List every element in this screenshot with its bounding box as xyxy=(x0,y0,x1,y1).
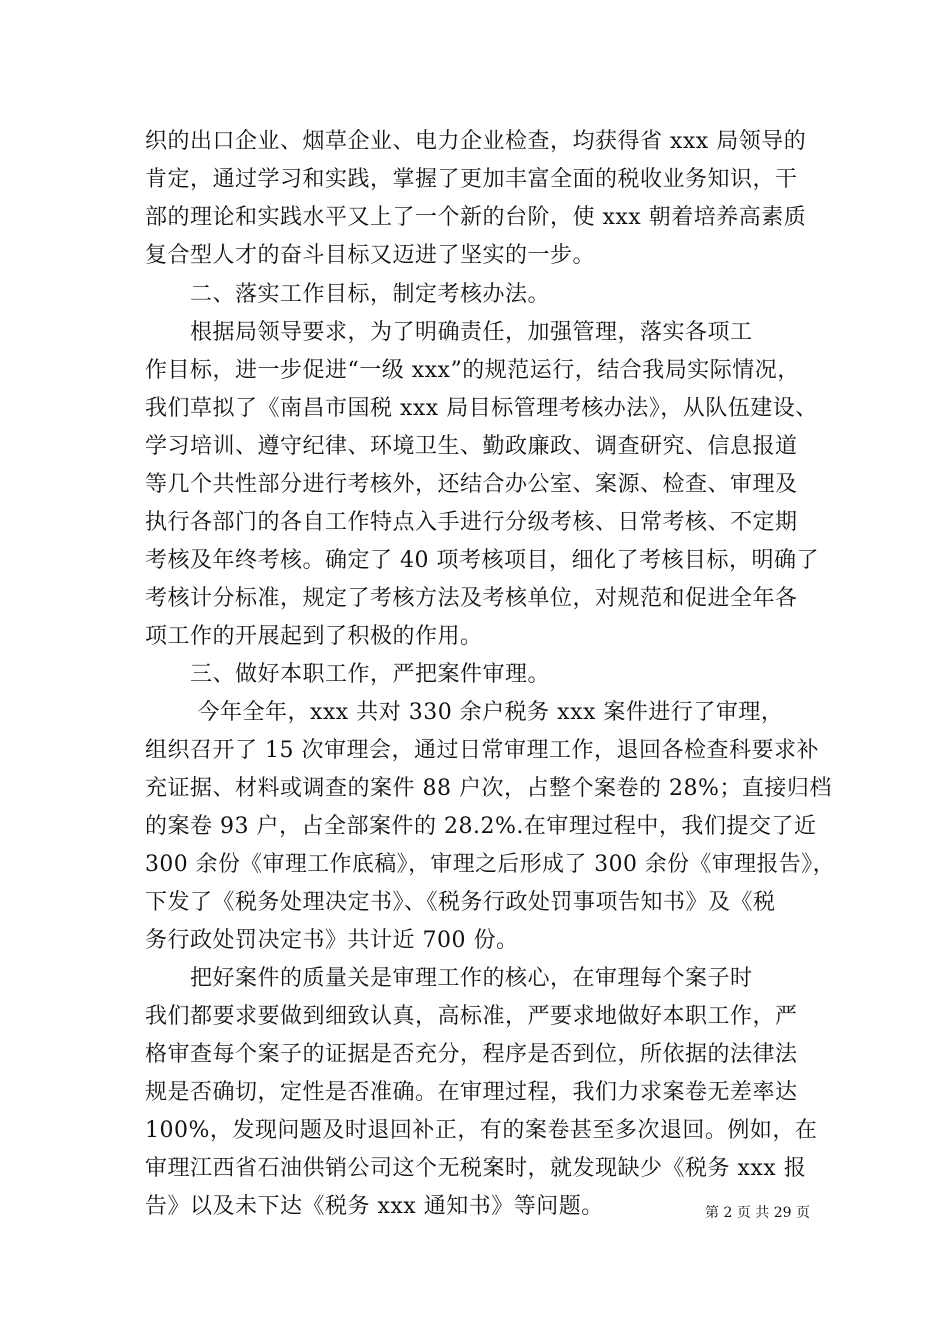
text-line: 我们都要求要做到细致认真，高标准，严要求地做好本职工作，严 xyxy=(145,1004,798,1029)
text-line: 项工作的开展起到了积极的作用。 xyxy=(145,624,483,649)
text-line: 100%，发现问题及时退回补正，有的案卷甚至多次退回。例如，在 xyxy=(145,1118,818,1143)
section-heading: 三、做好本职工作，严把案件审理。 xyxy=(145,662,551,687)
text-line: 我们草拟了《南昌市国税 xxx 局目标管理考核办法》，从队伍建设、 xyxy=(145,396,818,421)
text-line: 下发了《税务处理决定书》、《税务行政处罚事项告知书》及《税 xyxy=(145,890,776,915)
text-line: 审理江西省石油供销公司这个无税案时，就发现缺少《税务 xxx 报 xyxy=(145,1156,807,1181)
text-line: 告》以及未下达《税务 xxx 通知书》等问题。 xyxy=(145,1194,604,1219)
text-line: 等几个共性部分进行考核外，还结合办公室、案源、检查、审理及 xyxy=(145,472,798,497)
text-line: 学习培训、遵守纪律、环境卫生、勤政廉政、调查研究、信息报道 xyxy=(145,434,798,459)
text-line: 考核及年终考核。确定了 40 项考核项目，细化了考核目标，明确了 xyxy=(145,548,819,573)
text-line: 格审查每个案子的证据是否充分，程序是否到位，所依据的法律法 xyxy=(145,1042,798,1067)
text-line: 规是否确切，定性是否准确。在审理过程，我们力求案卷无差率达 xyxy=(145,1080,798,1105)
text-line: 织的出口企业、烟草企业、电力企业检查，均获得省 xxx 局领导的 xyxy=(145,129,807,154)
text-line: 考核计分标准，规定了考核方法及考核单位，对规范和促进全年各 xyxy=(145,586,798,611)
text-line: 今年全年，xxx 共对 330 余户税务 xxx 案件进行了审理， xyxy=(145,700,784,725)
text-line: 部的理论和实践水平又上了一个新的台阶，使 xxx 朝着培养高素质 xyxy=(145,205,807,230)
text-line: 根据局领导要求，为了明确责任，加强管理，落实各项工 xyxy=(145,320,753,345)
text-line: 把好案件的质量关是审理工作的核心，在审理每个案子时 xyxy=(145,966,753,991)
text-line: 组织召开了 15 次审理会，通过日常审理工作，退回各检查科要求补 xyxy=(145,738,819,763)
section-heading: 二、落实工作目标，制定考核办法。 xyxy=(145,282,551,307)
text-line: 复合型人才的奋斗目标又迈进了坚实的一步。 xyxy=(145,243,596,268)
text-line: 的案卷 93 户，占全部案件的 28.2%.在审理过程中，我们提交了近 xyxy=(145,814,817,839)
text-line: 务行政处罚决定书》共计近 700 份。 xyxy=(145,928,519,953)
text-line: 作目标，进一步促进“一级 xxx”的规范运行，结合我局实际情况， xyxy=(145,358,800,383)
page-number: 第 2 页 共 29 页 xyxy=(705,1205,810,1221)
text-line: 执行各部门的各自工作特点入手进行分级考核、日常考核、不定期 xyxy=(145,510,798,535)
text-line: 肯定，通过学习和实践，掌握了更加丰富全面的税收业务知识，干 xyxy=(145,167,798,192)
text-line: 充证据、材料或调查的案件 88 户次，占整个案卷的 28%；直接归档 xyxy=(145,776,832,801)
text-line: 300 余份《审理工作底稿》，审理之后形成了 300 余份《审理报告》， xyxy=(145,852,835,877)
